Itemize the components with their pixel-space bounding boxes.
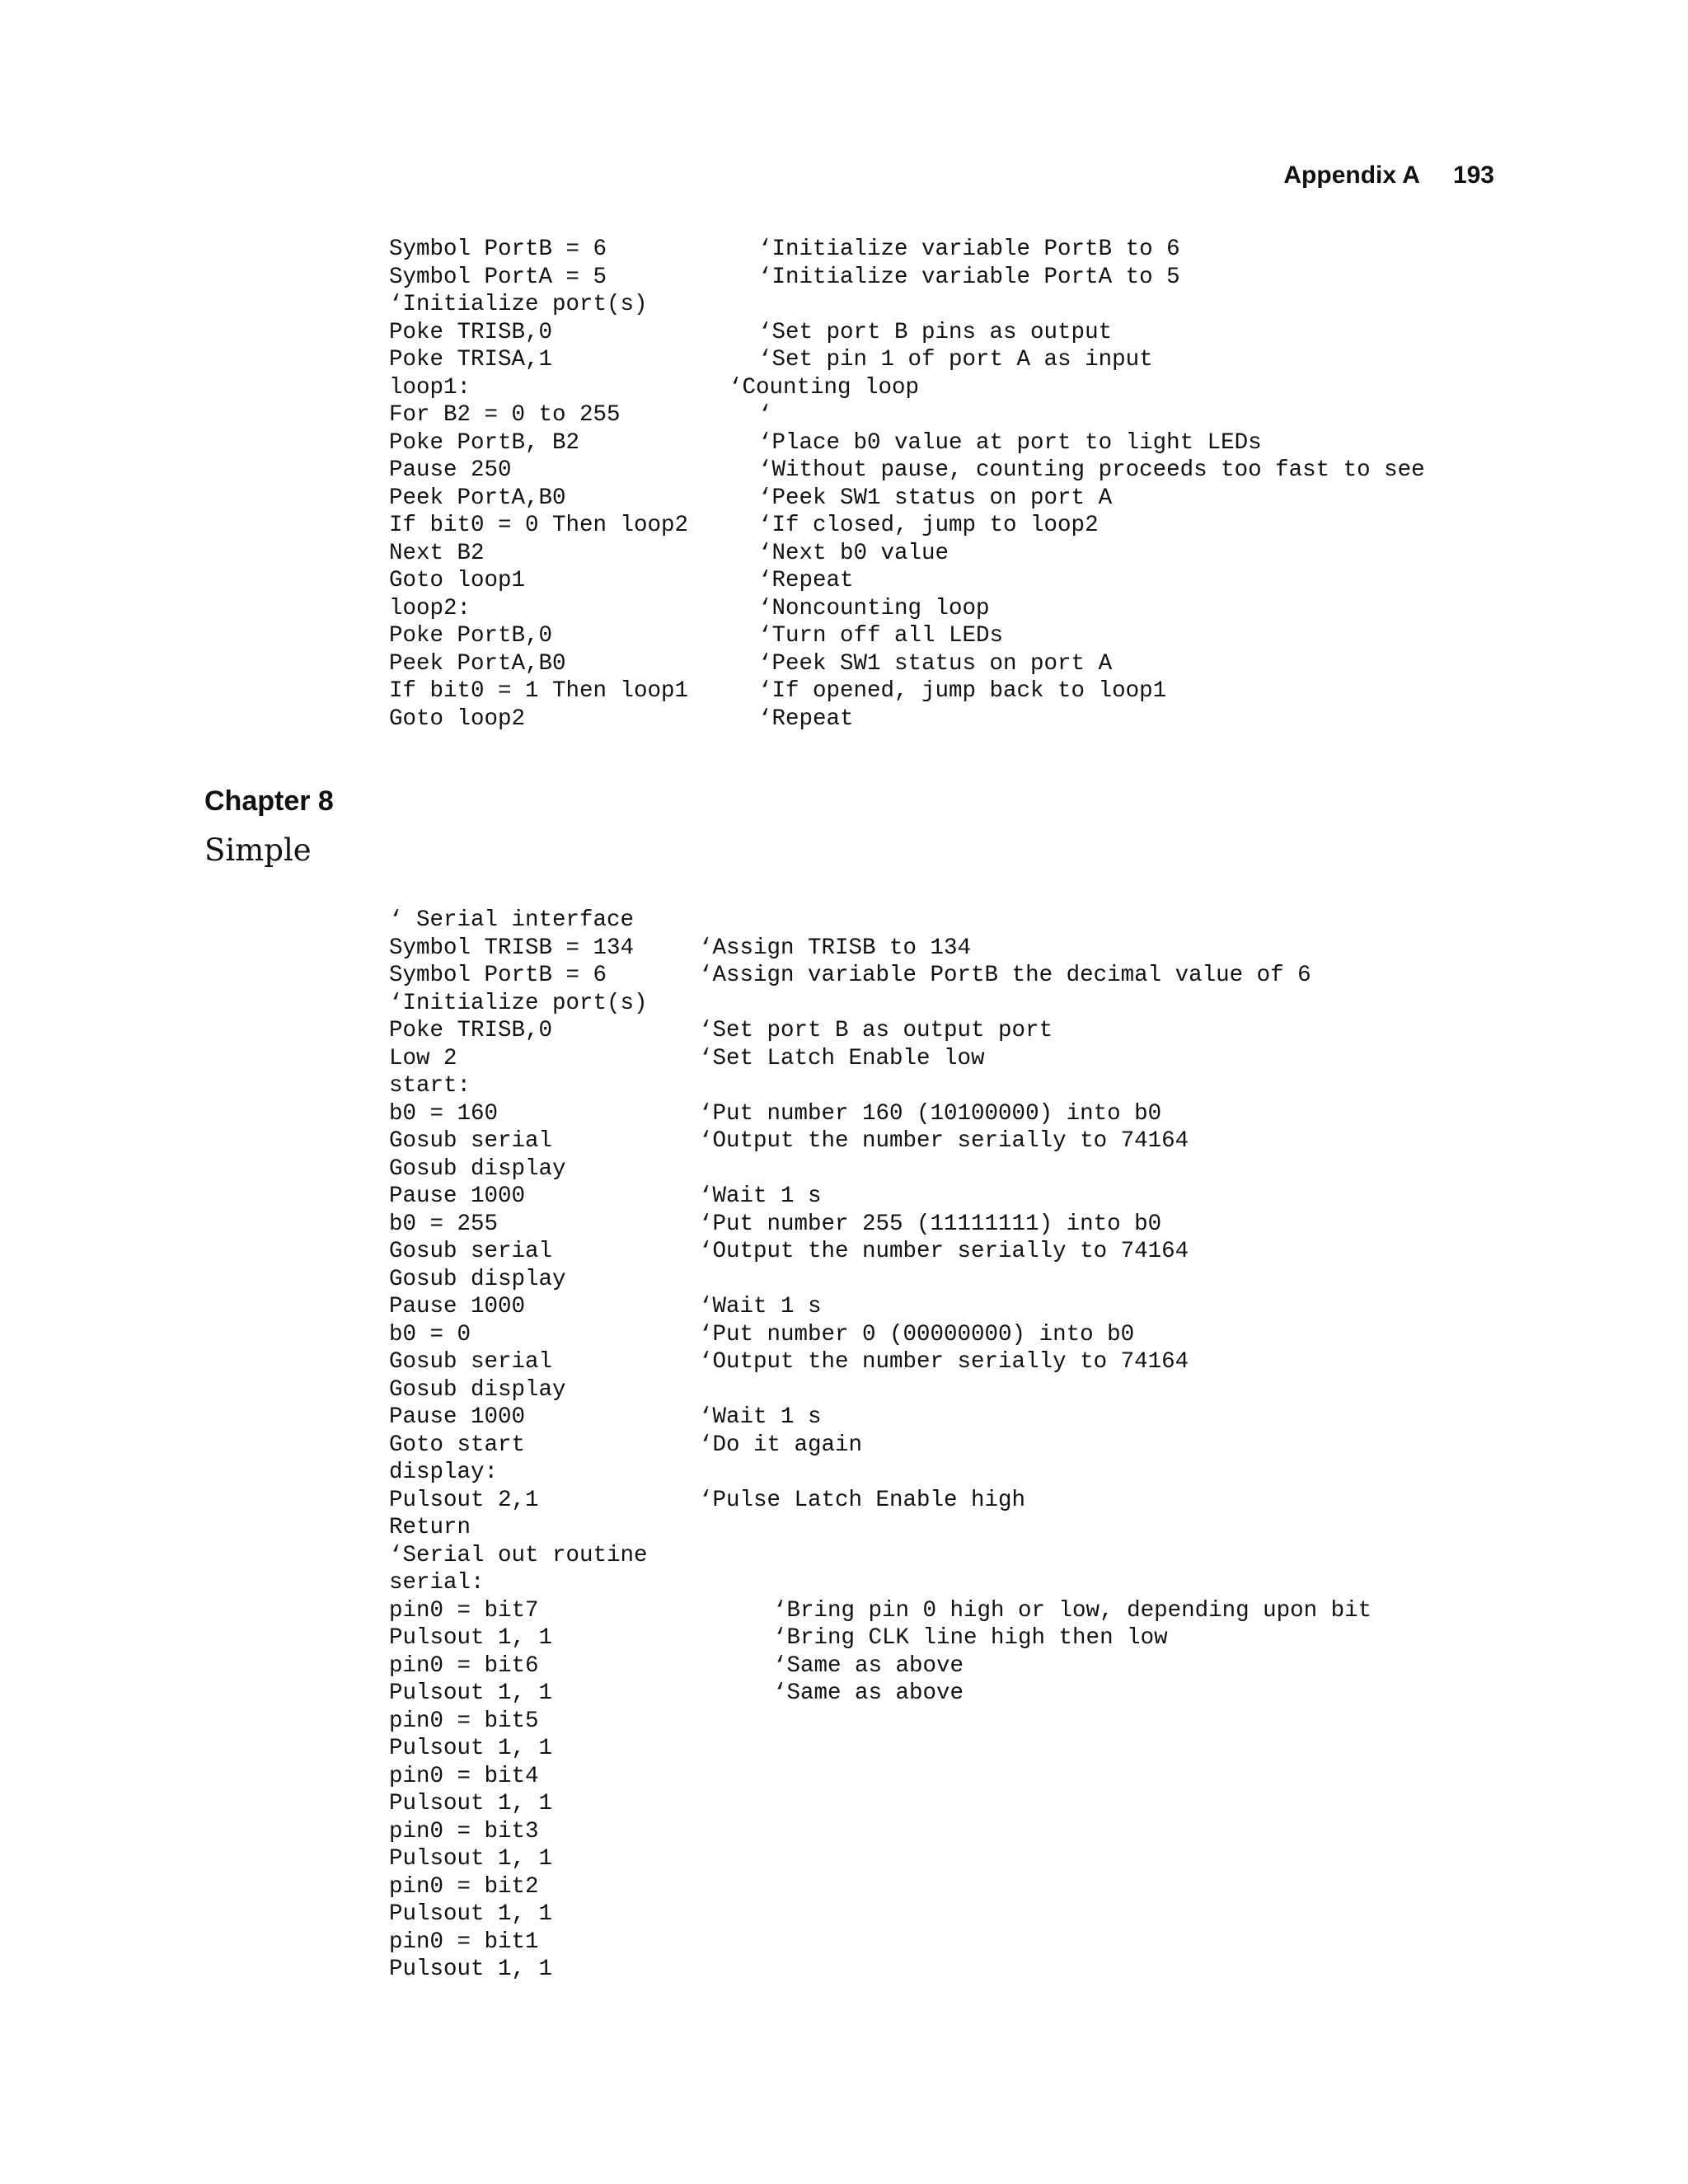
code-statement: For B2 = 0 to 255 — [389, 402, 621, 428]
code-statement: Poke PortB,0 — [389, 623, 553, 649]
code-comment: ‘Same as above — [773, 1652, 964, 1679]
code-comment: ‘ — [758, 402, 772, 428]
code-statement: ‘Serial out routine — [389, 1542, 648, 1568]
code-statement: Gosub display — [389, 1155, 566, 1182]
code-comment: ‘Set port B pins as output — [758, 319, 1113, 345]
code-comment: ‘Put number 160 (10100000) into b0 — [699, 1100, 1162, 1127]
code-comment: ‘Wait 1 s — [699, 1294, 822, 1319]
code-comment: ‘Bring pin 0 high or low, depending upon bit — [773, 1597, 1372, 1624]
code-comment: ‘Noncounting loop — [758, 595, 990, 621]
code-comment: ‘Do it again — [699, 1432, 863, 1458]
code-statement: Return — [389, 1515, 471, 1540]
code-comment: ‘Repeat — [758, 705, 854, 732]
code-statement: serial: — [389, 1570, 485, 1596]
code-comment: ‘Repeat — [758, 568, 854, 593]
code-statement: Symbol PortA = 5 — [389, 264, 607, 290]
code-statement: Goto loop1 — [389, 568, 526, 593]
code-comment: ‘Output the number serially to 74164 — [699, 1349, 1189, 1375]
code-comment: ‘Without pause, counting proceeds too fast to see — [758, 457, 1425, 483]
code-statement: pin0 = bit7 — [389, 1597, 539, 1624]
code-statement: If bit0 = 0 Then loop2 — [389, 513, 689, 538]
code-statement: Peek PortA,B0 — [389, 650, 566, 677]
code-comment: ‘If opened, jump back to loop1 — [758, 678, 1167, 704]
code-comment: ‘Output the number serially to 74164 — [699, 1239, 1189, 1264]
code-comment: ‘Set Latch Enable low — [699, 1045, 985, 1071]
code-statement: Pulsout 1, 1 — [389, 1625, 553, 1651]
code-comment: ‘Assign TRISB to 134 — [699, 935, 972, 961]
code-comment: ‘If closed, jump to loop2 — [758, 513, 1099, 538]
code-statement: Peek PortA,B0 — [389, 485, 566, 511]
code-statement: Poke PortB, B2 — [389, 429, 580, 456]
code-statement: Pulsout 1, 1 — [389, 1680, 553, 1706]
code-statement: Poke TRISA,1 — [389, 347, 553, 373]
code-comment: ‘Put number 255 (11111111) into b0 — [699, 1211, 1162, 1237]
code-statement: start: — [389, 1073, 471, 1099]
code-comment: ‘Wait 1 s — [699, 1183, 822, 1209]
code-comment: ‘Set port B as output port — [699, 1018, 1053, 1043]
code-statement: pin0 = bit6 — [389, 1652, 539, 1679]
code-statement: loop1: — [389, 374, 471, 401]
code-comment: ‘Bring CLK line high then low — [773, 1625, 1168, 1651]
code-statement: Pulsout 1, 1 — [389, 1957, 553, 1982]
code-statement: Pause 1000 — [389, 1183, 526, 1209]
code-statement: Gosub serial — [389, 1239, 553, 1264]
code-statement: Symbol PortB = 6 — [389, 963, 607, 988]
code-statement: ‘Initialize port(s) — [389, 990, 648, 1016]
code-statement: loop2: — [389, 595, 471, 621]
code-statement: display: — [389, 1460, 499, 1485]
code-statement: Gosub serial — [389, 1349, 553, 1375]
code-comment: ‘Assign variable PortB the decimal value of 6 — [699, 963, 1311, 988]
code-comment: ‘Next b0 value — [758, 540, 950, 566]
page-number: 193 — [1452, 162, 1494, 189]
code-statement: Poke TRISB,0 — [389, 1018, 553, 1043]
code-statement: Pulsout 1, 1 — [389, 1791, 553, 1816]
code-comment: ‘Wait 1 s — [699, 1404, 822, 1430]
code-statement: Symbol PortB = 6 — [389, 237, 607, 262]
code-statement: ‘ Serial interface — [389, 907, 635, 933]
code-statement: Next B2 — [389, 540, 485, 566]
code-comment: ‘Turn off all LEDs — [758, 623, 1004, 649]
code-comment: ‘Initialize variable PortA to 5 — [758, 264, 1180, 290]
code-statement: pin0 = bit4 — [389, 1763, 539, 1789]
code-comment: ‘Same as above — [773, 1680, 964, 1706]
code-statement: ‘Initialize port(s) — [389, 292, 648, 317]
code-statement: Goto loop2 — [389, 705, 526, 732]
code-statement: b0 = 255 — [389, 1211, 499, 1237]
chapter-label: Chapter 8 — [204, 785, 334, 817]
code-statement: Symbol TRISB = 134 — [389, 935, 635, 961]
code-statement: pin0 = bit3 — [389, 1818, 539, 1844]
code-comment: ‘Initialize variable PortB to 6 — [758, 237, 1180, 262]
code-statement: Poke TRISB,0 — [389, 319, 553, 345]
code-statement: pin0 = bit1 — [389, 1929, 539, 1955]
code-statement: If bit0 = 1 Then loop1 — [389, 678, 689, 704]
code-statement: pin0 = bit5 — [389, 1708, 539, 1734]
code-statement: Gosub display — [389, 1376, 566, 1403]
code-statement: Pulsout 1, 1 — [389, 1901, 553, 1927]
code-comment: ‘Counting loop — [729, 374, 920, 401]
code-statement: Pause 250 — [389, 457, 512, 483]
code-statement: Pause 1000 — [389, 1404, 526, 1430]
code-comment: ‘Peek SW1 status on port A — [758, 485, 1113, 511]
running-header — [1283, 162, 1494, 190]
code-statement: Low 2 — [389, 1045, 457, 1071]
code-statement: Gosub serial — [389, 1128, 553, 1154]
code-comment: ‘Pulse Latch Enable high — [699, 1487, 1026, 1513]
code-statement: Pause 1000 — [389, 1294, 526, 1319]
code-comment: ‘Put number 0 (00000000) into b0 — [699, 1321, 1135, 1347]
code-statement: Pulsout 1, 1 — [389, 1736, 553, 1761]
code-statement: b0 = 0 — [389, 1321, 471, 1347]
code-statement: Goto start — [389, 1432, 526, 1458]
code-comment: ‘Peek SW1 status on port A — [758, 650, 1113, 677]
code-comment: ‘Set pin 1 of port A as input — [758, 347, 1153, 373]
code-statement: Gosub display — [389, 1266, 566, 1292]
code-statement: Pulsout 2,1 — [389, 1487, 539, 1513]
code-statement: pin0 = bit2 — [389, 1873, 539, 1900]
code-statement: Pulsout 1, 1 — [389, 1846, 553, 1872]
code-comment: ‘Output the number serially to 74164 — [699, 1128, 1189, 1154]
code-statement: b0 = 160 — [389, 1100, 499, 1127]
code-comment: ‘Place b0 value at port to light LEDs — [758, 429, 1262, 456]
section-title: Simple — [204, 832, 312, 868]
header-section-label: Appendix A — [1283, 162, 1420, 189]
